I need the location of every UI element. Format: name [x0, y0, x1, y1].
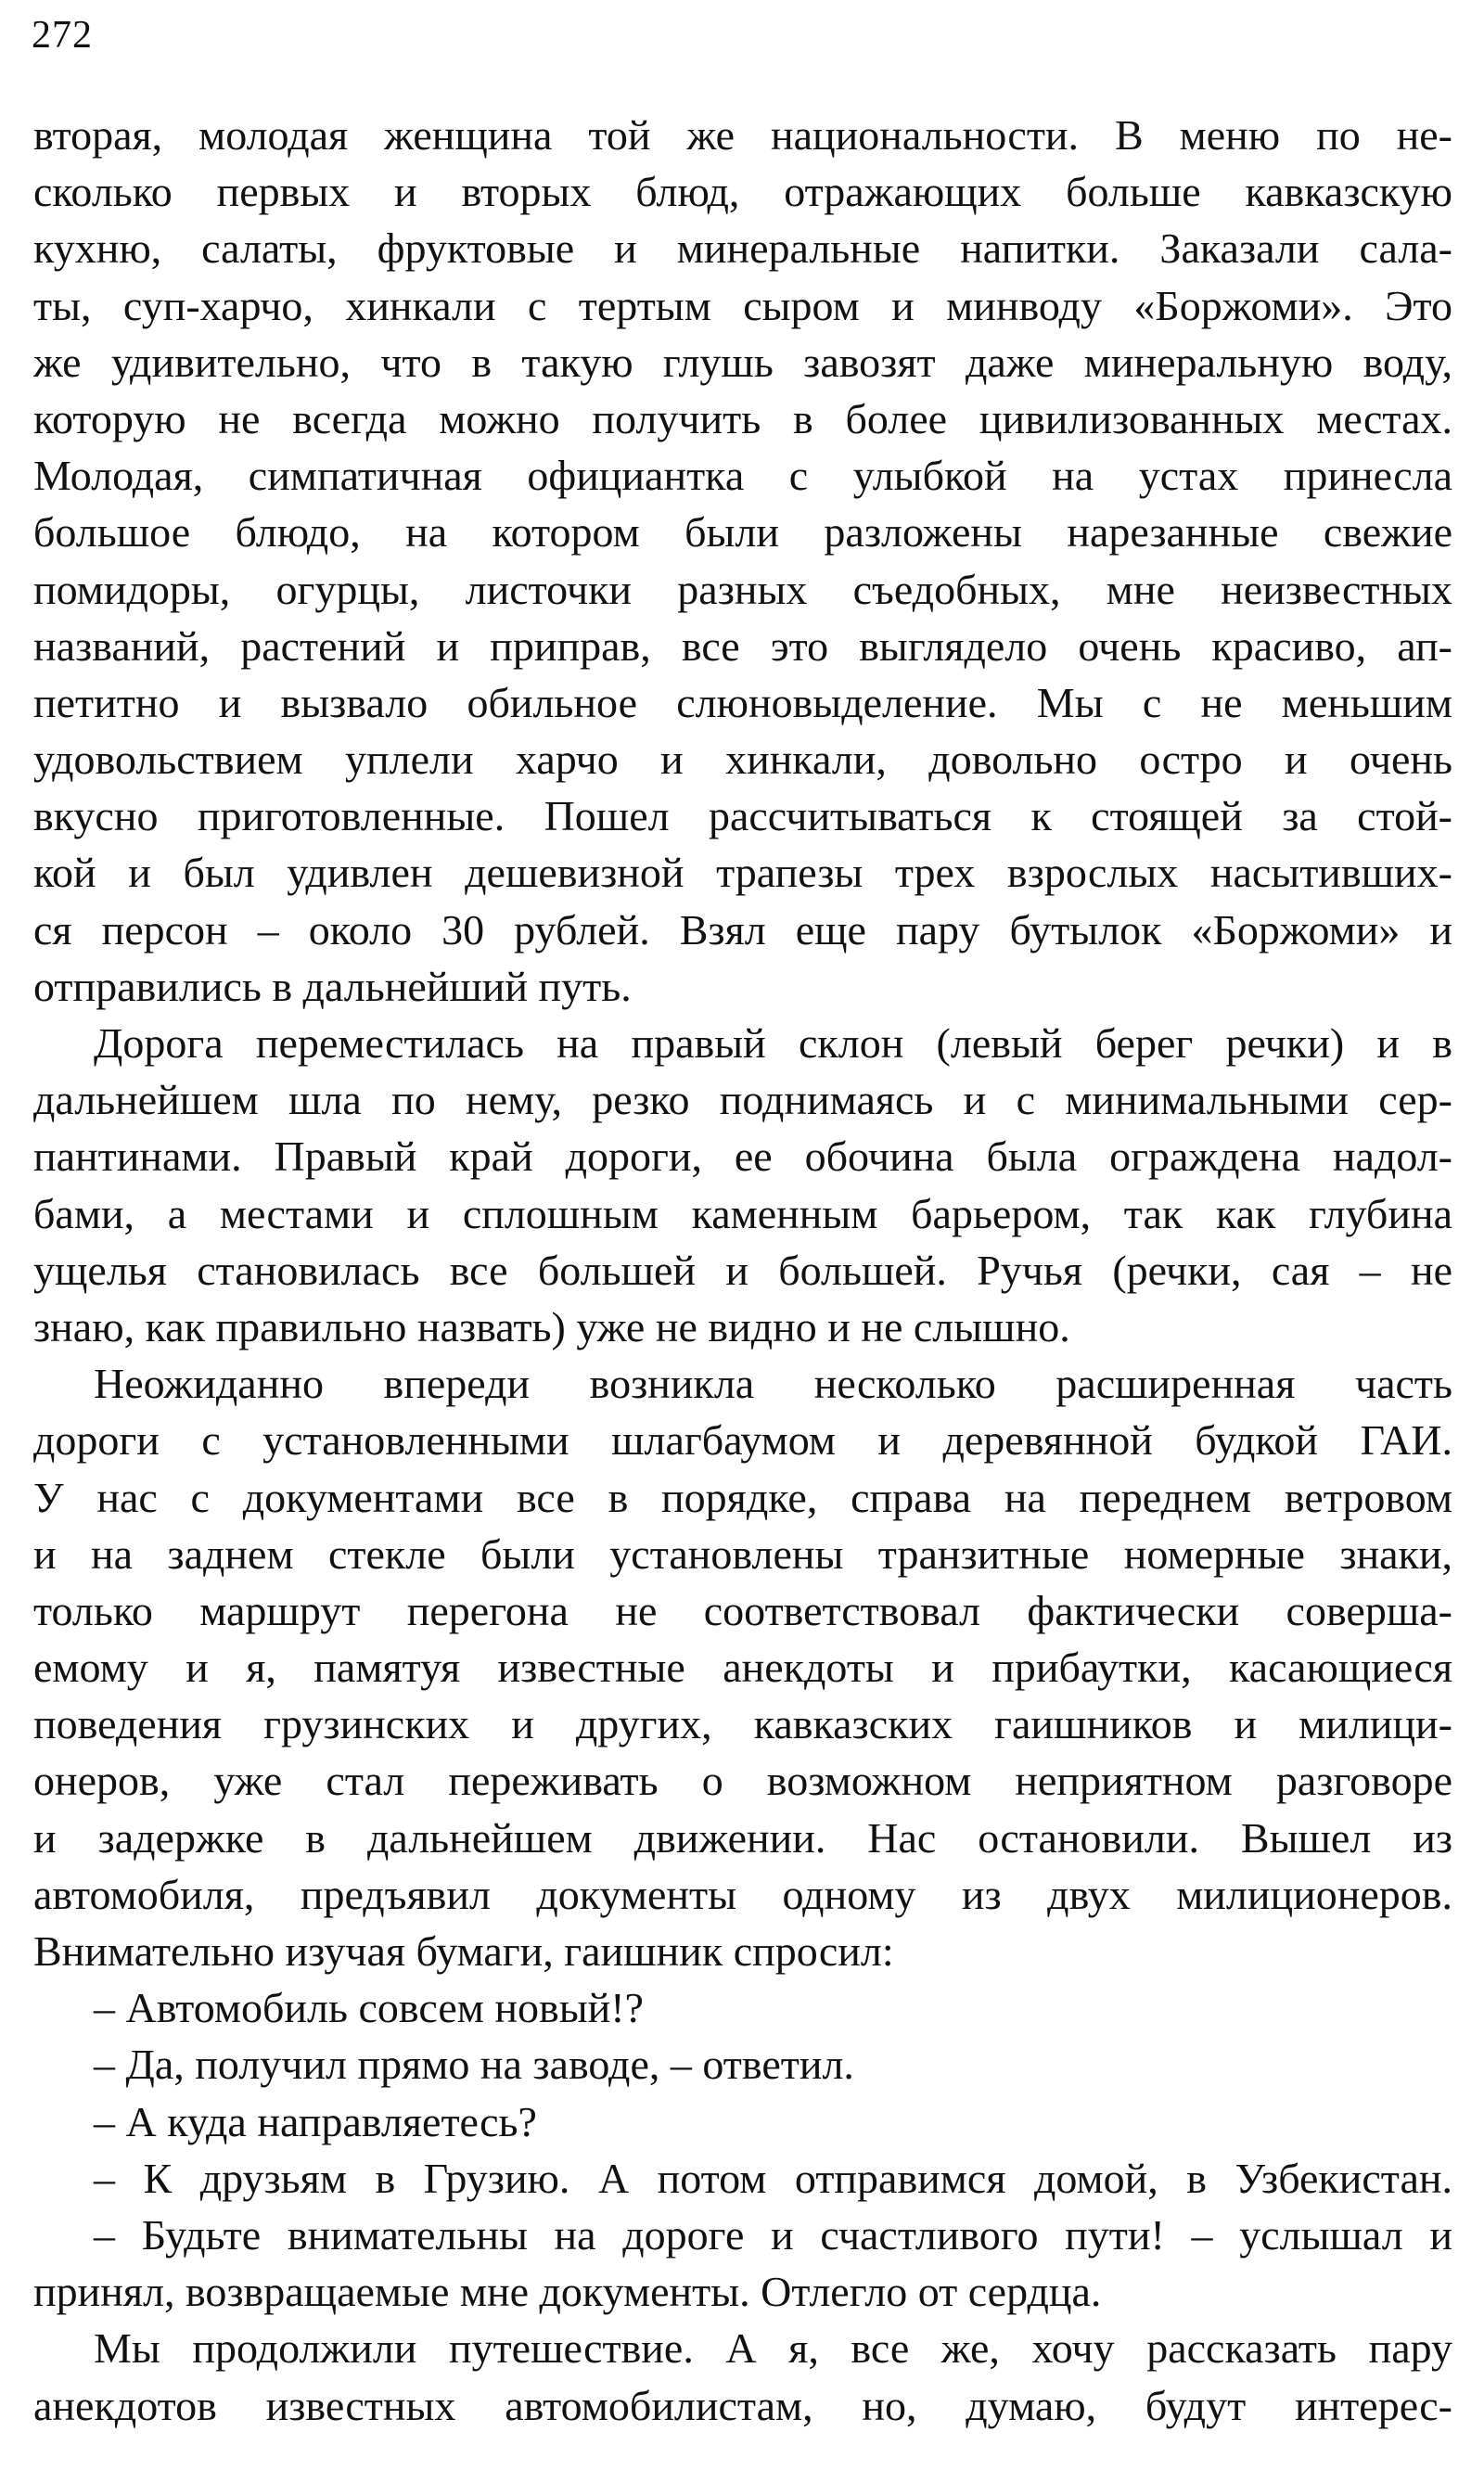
- text-line: принял, возвращаемые мне документы. Отлегло от сердца.: [33, 2268, 1102, 2316]
- text-line: ся персон – около 30 рублей. Взял еще пару бутылок «Боржоми» и: [33, 905, 1452, 954]
- text-line: дороги с установленными шлагбаумом и деревянной будкой ГАИ.: [33, 1416, 1452, 1465]
- text-line: – А куда направляетесь?: [94, 2097, 537, 2145]
- text-line: знаю, как правильно назвать) уже не видно и не слышно.: [33, 1302, 1070, 1350]
- text-line: и задержке в дальнейшем движении. Нас остановили. Вышел из: [33, 1813, 1452, 1862]
- text-line: – Да, получил прямо на заводе, – ответил.: [94, 2041, 854, 2089]
- text-line: – К друзьям в Грузию. А потом отправимся домой, в Узбекистан.: [94, 2154, 1452, 2202]
- text-line: петитно и вызвало обильное слюновыделение. Мы с не меньшим: [33, 678, 1452, 726]
- text-line: ты, суп-харчо, хинкали с тертым сыром и минводу «Боржоми». Это: [33, 281, 1452, 329]
- text-line: У нас с документами все в порядке, справа на переднем ветровом: [33, 1473, 1452, 1521]
- text-line: – Будьте внимательны на дороге и счастливого пути! – услышал и: [94, 2210, 1452, 2259]
- text-line: онеров, уже стал переживать о возможном неприятном разговоре: [33, 1757, 1452, 1805]
- text-line: только маршрут перегона не соответствовал фактически соверша-: [33, 1586, 1452, 1634]
- text-line: же удивительно, что в такую глушь завозят даже минеральную воду,: [33, 338, 1452, 386]
- text-line: названий, растений и приправ, все это выглядело очень красиво, ап-: [33, 621, 1452, 670]
- text-line: вторая, молодая женщина той же национальности. В меню по не-: [33, 111, 1452, 159]
- text-line: сколько первых и вторых блюд, отражающих больше кавказскую: [33, 168, 1452, 216]
- text-line: вкусно приготовленные. Пошел рассчитываться к стоящей за стой-: [33, 792, 1452, 840]
- text-line: автомобиля, предъявил документы одному из двух милиционеров.: [33, 1870, 1452, 1918]
- text-line: емому и я, памятуя известные анекдоты и прибаутки, касающиеся: [33, 1644, 1452, 1692]
- text-line: Неожиданно впереди возникла несколько расширенная часть: [94, 1360, 1452, 1408]
- text-line: бами, а местами и сплошным каменным барьером, так как глубина: [33, 1189, 1452, 1237]
- text-line: поведения грузинских и других, кавказских гаишников и милици-: [33, 1700, 1452, 1748]
- text-line: дальнейшем шла по нему, резко поднимаясь и с минимальными сер-: [33, 1076, 1452, 1124]
- text-line: – Автомобиль совсем новый!?: [94, 1984, 644, 2032]
- text-line: ущелья становилась все большей и большей. Ручья (речки, сая – не: [33, 1246, 1452, 1294]
- text-line: которую не всегда можно получить в более цивилизованных местах.: [33, 394, 1452, 442]
- text-line: большое блюдо, на котором были разложены нарезанные свежие: [33, 508, 1452, 557]
- text-line: пантинами. Правый край дороги, ее обочина была ограждена надол-: [33, 1133, 1452, 1181]
- text-line: Внимательно изучая бумаги, гаишник спросил:: [33, 1927, 894, 1975]
- text-line: и на заднем стекле были установлены транзитные номерные знаки,: [33, 1529, 1452, 1578]
- text-line: помидоры, огурцы, листочки разных съедобных, мне неизвестных: [33, 565, 1452, 613]
- text-line: удовольствием уплели харчо и хинкали, довольно остро и очень: [33, 736, 1452, 784]
- body-text: [33, 107, 1452, 2434]
- text-line: Молодая, симпатичная официантка с улыбкой на устах принесла: [33, 452, 1452, 500]
- text-line: Дорога переместилась на правый склон (левый берег речки) и в: [94, 1019, 1452, 1067]
- text-line: анекдотов известных автомобилистам, но, думаю, будут интерес-: [33, 2381, 1452, 2429]
- text-line: отправились в дальнейший путь.: [33, 962, 632, 1010]
- page-number: 272: [32, 14, 93, 57]
- text-line: кой и был удивлен дешевизной трапезы трех взрослых насытивших-: [33, 849, 1452, 897]
- text-line: кухню, салаты, фруктовые и минеральные напитки. Заказали сала-: [33, 224, 1452, 273]
- text-line: Мы продолжили путешествие. А я, все же, хочу рассказать пару: [94, 2324, 1452, 2373]
